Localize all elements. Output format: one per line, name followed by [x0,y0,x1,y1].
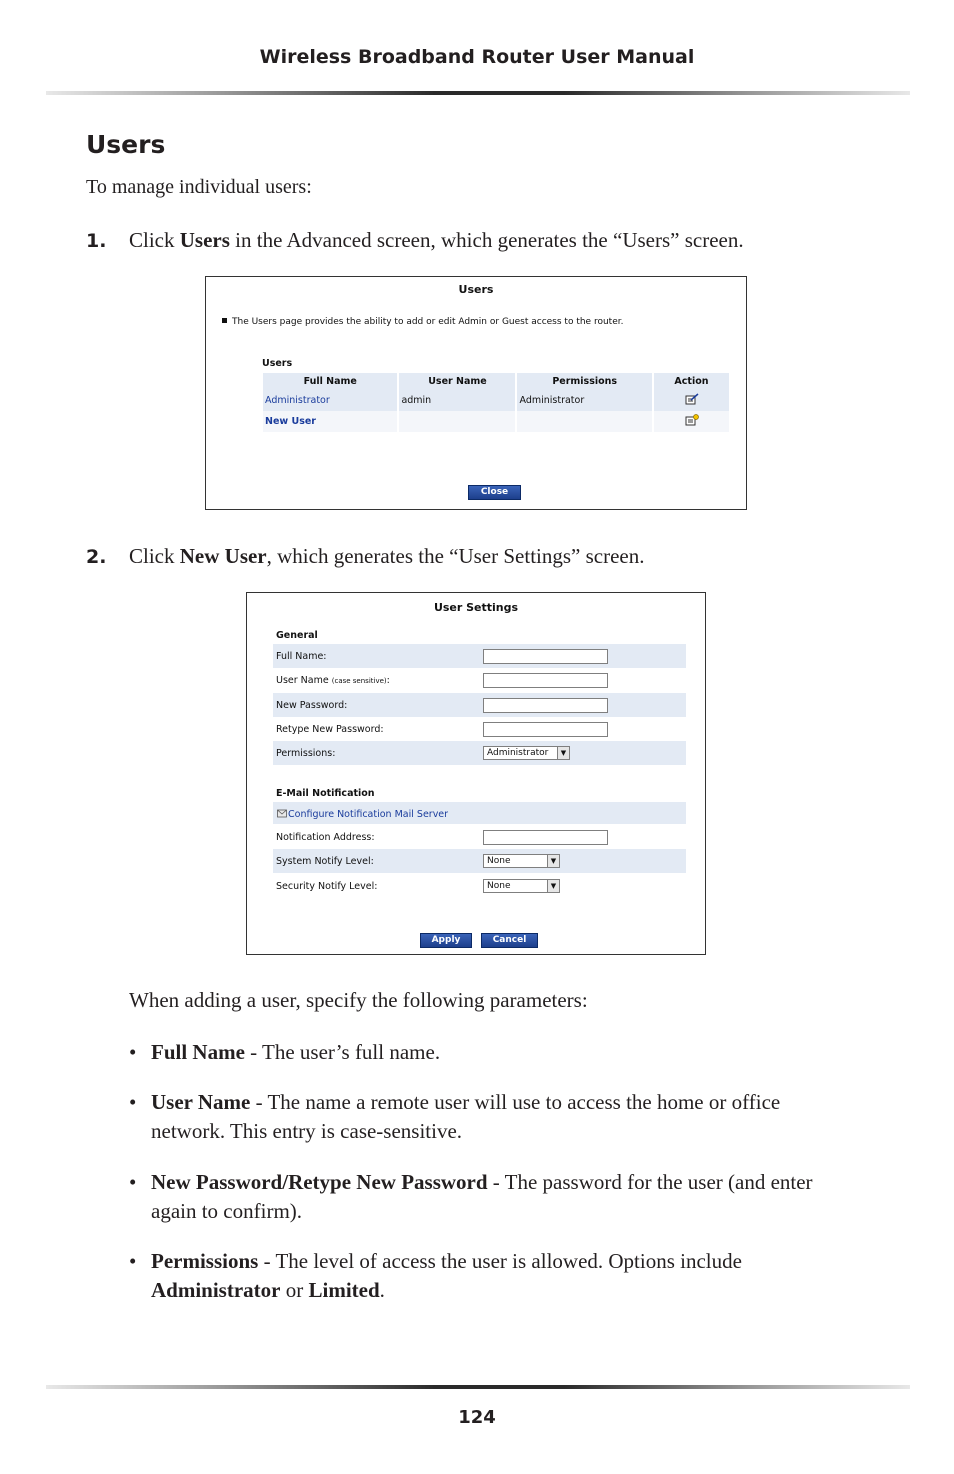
action-cell [654,390,729,411]
system-notify-label: System Notify Level: [276,856,374,867]
new-password-row [273,693,686,717]
system-notify-select[interactable] [483,854,560,868]
empty-cell [517,411,651,432]
configure-mail-row [273,802,686,824]
new-user-link[interactable]: New User [263,411,397,432]
close-button[interactable]: Close [468,485,521,500]
empty-cell [399,411,515,432]
general-heading: General [276,630,318,641]
col-permissions: Permissions [517,373,651,390]
add-user-icon[interactable] [685,414,699,426]
footer-rule [46,1385,910,1389]
mail-server-icon [277,808,288,818]
col-user-name: User Name [399,373,515,390]
users-description: The Users page provides the ability to add or edit Admin or Guest access to the router. [222,317,623,327]
configure-mail-link[interactable]: Configure Notification Mail Server [277,808,448,820]
chevron-down-icon: ▼ [547,880,559,892]
bullet-dot: • [129,1040,137,1064]
notification-address-label: Notification Address: [276,832,375,843]
system-notify-value: None [487,856,511,866]
full-name-row [273,644,686,668]
user-settings-screenshot [246,592,706,955]
step-number: 2. [86,546,107,568]
user-name-cell: admin [399,390,515,411]
bullet-dot: • [129,1170,137,1194]
user-settings-title: User Settings [433,601,519,614]
permissions-row [273,741,686,765]
new-password-input[interactable] [483,698,608,713]
step-text: Click Users in the Advanced screen, which generates the “Users” screen. [129,228,744,252]
full-name-input[interactable] [483,649,608,664]
retype-password-input[interactable] [483,722,608,737]
intro-text: To manage individual users: [86,176,312,198]
permissions-value: Administrator [487,748,549,758]
step-text: Click New User, which generates the “User Settings” screen. [129,544,645,568]
security-notify-row [273,874,686,898]
user-permissions-cell: Administrator [517,390,651,411]
users-table [261,373,731,432]
full-name-label: Full Name: [276,651,327,662]
email-notification-heading: E-Mail Notification [276,788,375,799]
edit-icon[interactable] [685,393,699,405]
bullet-icon [222,318,227,323]
new-password-label: New Password: [276,700,348,711]
action-cell [654,411,729,432]
col-full-name: Full Name [263,373,397,390]
notification-address-row [273,825,686,849]
step-number: 1. [86,230,107,252]
users-table-label: Users [262,358,293,369]
bullet-dot: • [129,1249,137,1273]
retype-password-label: Retype New Password: [276,724,384,735]
section-title: Users [86,130,166,159]
users-screenshot [205,276,747,510]
notification-address-input[interactable] [483,830,608,845]
table-row [263,411,729,432]
retype-password-row [273,717,686,741]
cancel-button[interactable]: Cancel [481,933,538,948]
permissions-label: Permissions: [276,748,336,759]
bullet-dot: • [129,1090,137,1114]
user-name-input[interactable] [483,673,608,688]
system-notify-row [273,849,686,873]
chevron-down-icon: ▼ [557,747,569,759]
header-rule [46,91,910,95]
user-name-row [273,668,686,692]
user-full-name-link[interactable]: Administrator [263,390,397,411]
parameters-intro: When adding a user, specify the following parameters: [129,988,588,1012]
col-action: Action [654,373,729,390]
running-header: Wireless Broadband Router User Manual [259,46,695,68]
permissions-select[interactable] [483,746,570,760]
user-name-label: User Name (case sensitive): [276,675,390,686]
table-row [263,390,729,411]
users-screen-title: Users [458,283,494,296]
security-notify-value: None [487,881,511,891]
security-notify-select[interactable] [483,879,560,893]
page-number: 124 [458,1407,496,1428]
apply-button[interactable]: Apply [420,933,472,948]
security-notify-label: Security Notify Level: [276,881,378,892]
chevron-down-icon: ▼ [547,855,559,867]
